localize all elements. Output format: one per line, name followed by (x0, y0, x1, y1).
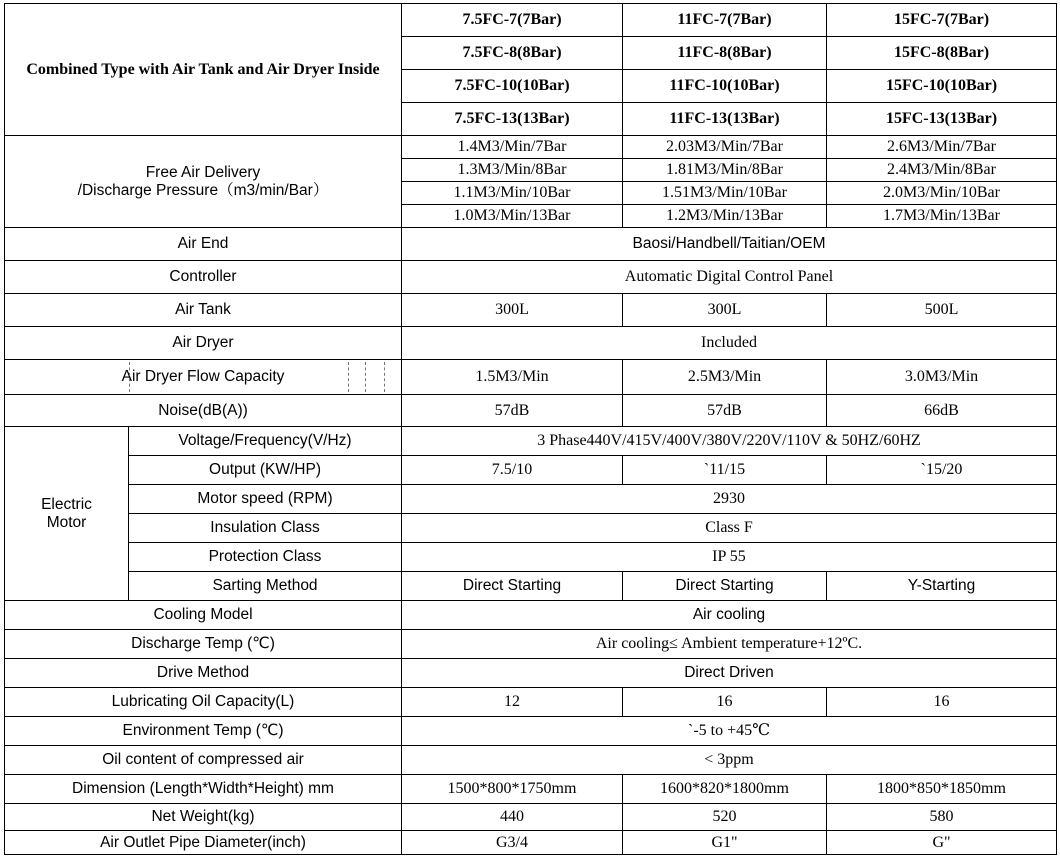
starting-value: Y-Starting (827, 572, 1057, 601)
dimension-value: 1800*850*1850mm (827, 775, 1057, 804)
dryer-flow-value: 1.5M3/Min (402, 360, 623, 395)
outlet-label: Air Outlet Pipe Diameter(inch) (5, 831, 402, 855)
dryer-flow-label-text: Air Dryer Flow Capacity (121, 368, 285, 385)
model-cell: 11FC-10(10Bar) (623, 70, 827, 103)
air-dryer-label: Air Dryer (5, 327, 402, 360)
oil-content-value: < 3ppm (402, 746, 1057, 775)
dimension-label: Dimension (Length*Width*Height) mm (5, 775, 402, 804)
fad-value: 1.3M3/Min/8Bar (402, 159, 623, 182)
net-weight-value: 440 (402, 804, 623, 831)
motor-speed-label: Motor speed (RPM) (129, 485, 402, 514)
starting-value: Direct Starting (402, 572, 623, 601)
output-value: `11/15 (623, 456, 827, 485)
discharge-temp-value: Air cooling≤ Ambient temperature+12ºC. (402, 630, 1057, 659)
fad-value: 1.0M3/Min/13Bar (402, 205, 623, 228)
noise-value: 57dB (623, 395, 827, 427)
fad-value: 2.4M3/Min/8Bar (827, 159, 1057, 182)
starting-value: Direct Starting (623, 572, 827, 601)
table-title: Combined Type with Air Tank and Air Dryer Inside (5, 4, 402, 136)
motor-speed-value: 2930 (402, 485, 1057, 514)
air-tank-value: 500L (827, 294, 1057, 327)
air-tank-value: 300L (623, 294, 827, 327)
outlet-value: G1" (623, 831, 827, 855)
dryer-flow-value: 3.0M3/Min (827, 360, 1057, 395)
model-cell: 11FC-13(13Bar) (623, 103, 827, 136)
insulation-value: Class F (402, 514, 1057, 543)
model-cell: 11FC-7(7Bar) (623, 4, 827, 37)
fad-label (5, 136, 402, 228)
controller-value: Automatic Digital Control Panel (402, 261, 1057, 294)
electric-motor-line1: Electric (41, 495, 92, 513)
env-temp-value: `-5 to +45℃ (402, 717, 1057, 746)
model-cell: 7.5FC-7(7Bar) (402, 4, 623, 37)
electric-motor-label (5, 427, 129, 601)
model-cell: 7.5FC-10(10Bar) (402, 70, 623, 103)
oil-capacity-value: 16 (623, 688, 827, 717)
output-value: 7.5/10 (402, 456, 623, 485)
insulation-label: Insulation Class (129, 514, 402, 543)
fad-value: 1.4M3/Min/7Bar (402, 136, 623, 159)
starting-label: Sarting Method (129, 572, 402, 601)
model-cell: 11FC-8(8Bar) (623, 37, 827, 70)
fad-value: 2.6M3/Min/7Bar (827, 136, 1057, 159)
output-value: `15/20 (827, 456, 1057, 485)
fad-value: 1.2M3/Min/13Bar (623, 205, 827, 228)
dashed-divider (365, 362, 385, 392)
cooling-label: Cooling Model (5, 601, 402, 630)
fad-value: 2.0M3/Min/10Bar (827, 182, 1057, 205)
model-cell: 7.5FC-13(13Bar) (402, 103, 623, 136)
drive-label: Drive Method (5, 659, 402, 688)
spec-table (4, 3, 1057, 855)
controller-label: Controller (5, 261, 402, 294)
fad-value: 1.7M3/Min/13Bar (827, 205, 1057, 228)
env-temp-label: Environment Temp (℃) (5, 717, 402, 746)
net-weight-label: Net Weight(kg) (5, 804, 402, 831)
air-tank-value: 300L (402, 294, 623, 327)
protection-label: Protection Class (129, 543, 402, 572)
noise-value: 66dB (827, 395, 1057, 427)
voltage-value: 3 Phase440V/415V/400V/380V/220V/110V & 50HZ/60HZ (402, 427, 1057, 456)
dryer-flow-label (5, 360, 402, 395)
model-cell: 7.5FC-8(8Bar) (402, 37, 623, 70)
air-end-label: Air End (5, 228, 402, 261)
air-end-value: Baosi/Handbell/Taitian/OEM (402, 228, 1057, 261)
outlet-value: G3/4 (402, 831, 623, 855)
model-cell: 15FC-7(7Bar) (827, 4, 1057, 37)
model-cell: 15FC-8(8Bar) (827, 37, 1057, 70)
cooling-value: Air cooling (402, 601, 1057, 630)
net-weight-value: 520 (623, 804, 827, 831)
dimension-value: 1500*800*1750mm (402, 775, 623, 804)
model-cell: 15FC-13(13Bar) (827, 103, 1057, 136)
protection-value: IP 55 (402, 543, 1057, 572)
electric-motor-line2: Motor (46, 513, 87, 531)
dryer-flow-value: 2.5M3/Min (623, 360, 827, 395)
fad-label-line1: Free Air Delivery (145, 163, 261, 181)
oil-capacity-value: 16 (827, 688, 1057, 717)
voltage-label: Voltage/Frequency(V/Hz) (129, 427, 402, 456)
fad-value: 2.03M3/Min/7Bar (623, 136, 827, 159)
fad-value: 1.1M3/Min/10Bar (402, 182, 623, 205)
net-weight-value: 580 (827, 804, 1057, 831)
noise-value: 57dB (402, 395, 623, 427)
dimension-value: 1600*820*1800mm (623, 775, 827, 804)
air-dryer-value: Included (402, 327, 1057, 360)
discharge-temp-label: Discharge Temp (℃) (5, 630, 402, 659)
drive-value: Direct Driven (402, 659, 1057, 688)
model-cell: 15FC-10(10Bar) (827, 70, 1057, 103)
outlet-value: G" (827, 831, 1057, 855)
noise-label: Noise(dB(A)) (5, 395, 402, 427)
fad-value: 1.81M3/Min/8Bar (623, 159, 827, 182)
oil-content-label: Oil content of compressed air (5, 746, 402, 775)
fad-label-line2: /Discharge Pressure（m3/min/Bar） (77, 181, 329, 199)
air-tank-label: Air Tank (5, 294, 402, 327)
output-label: Output (KW/HP) (129, 456, 402, 485)
oil-capacity-value: 12 (402, 688, 623, 717)
oil-capacity-label: Lubricating Oil Capacity(L) (5, 688, 402, 717)
fad-value: 1.51M3/Min/10Bar (623, 182, 827, 205)
